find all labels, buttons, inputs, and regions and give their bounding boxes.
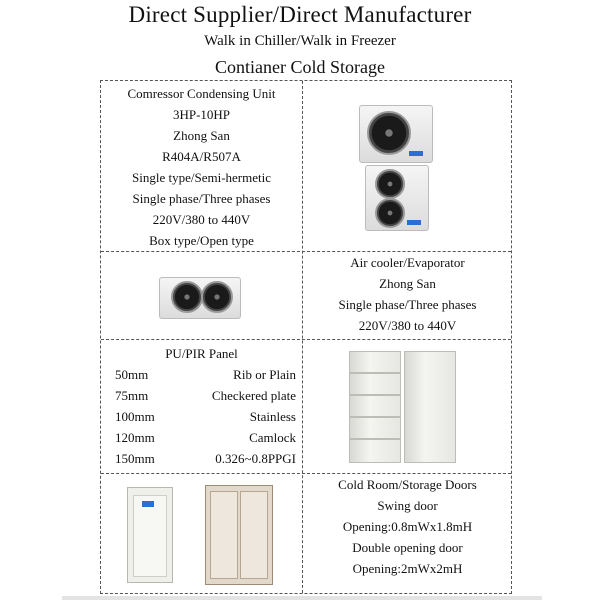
spec-line: R404A/R507A: [162, 149, 241, 164]
spec-line: Single phase/Three phases: [338, 297, 477, 312]
panel-stack-photo: [349, 351, 401, 463]
panel-thickness: 50mm: [115, 367, 149, 382]
panel-thickness: 150mm: [115, 451, 155, 466]
spec-line: Opening:2mWx2mH: [352, 561, 463, 576]
spec-line: Air cooler/Evaporator: [350, 255, 465, 270]
panel-thickness: 75mm: [115, 388, 149, 403]
panel-option: Stainless: [249, 409, 296, 424]
spec-line: Double opening door: [352, 540, 463, 555]
spec-line: 220V/380 to 440V: [358, 318, 457, 333]
condensing-unit-photo-double-fan: [365, 165, 427, 229]
spec-line: Box type/Open type: [149, 233, 254, 248]
spec-line: Comressor Condensing Unit: [127, 86, 276, 101]
page-title: Direct Supplier/Direct Manufacturer: [128, 2, 472, 27]
spec-line: 3HP-10HP: [172, 107, 231, 122]
panel-option: 0.326~0.8PPGI: [215, 451, 296, 466]
spec-line: Zhong San: [173, 128, 230, 143]
condensing-unit-specs: [101, 83, 302, 251]
doors-specs: [302, 474, 513, 579]
panel-thickness: 100mm: [115, 409, 155, 424]
subtitle-walk-in: Walk in Chiller/Walk in Freezer: [204, 33, 396, 49]
spec-line: Opening:0.8mWx1.8mH: [342, 519, 473, 534]
panel-option: Camlock: [249, 430, 296, 445]
bottom-scroll-bar: [62, 596, 542, 600]
subtitle-container: Contianer Cold Storage: [215, 57, 385, 77]
air-cooler-specs: [302, 252, 513, 336]
spec-line: Single phase/Three phases: [132, 191, 271, 206]
panel-option: Rib or Plain: [233, 367, 296, 382]
panel-thickness: 120mm: [115, 430, 155, 445]
air-cooler-photo: [159, 277, 239, 317]
spec-line: Swing door: [377, 498, 438, 513]
panel-heading: PU/PIR Panel: [165, 346, 238, 361]
spec-line: 220V/380 to 440V: [152, 212, 251, 227]
panel-edge-photo: [404, 351, 456, 463]
condensing-unit-photo-single-fan: [359, 105, 431, 161]
double-door-photo: [205, 485, 273, 585]
grid-divider-row-2: [101, 339, 511, 340]
spec-line: Zhong San: [379, 276, 436, 291]
spec-line: Single type/Semi-hermetic: [132, 170, 271, 185]
panel-option: Checkered plate: [211, 388, 296, 403]
spec-grid: [100, 80, 512, 594]
swing-door-photo: [127, 487, 173, 583]
spec-line: Cold Room/Storage Doors: [338, 477, 477, 492]
